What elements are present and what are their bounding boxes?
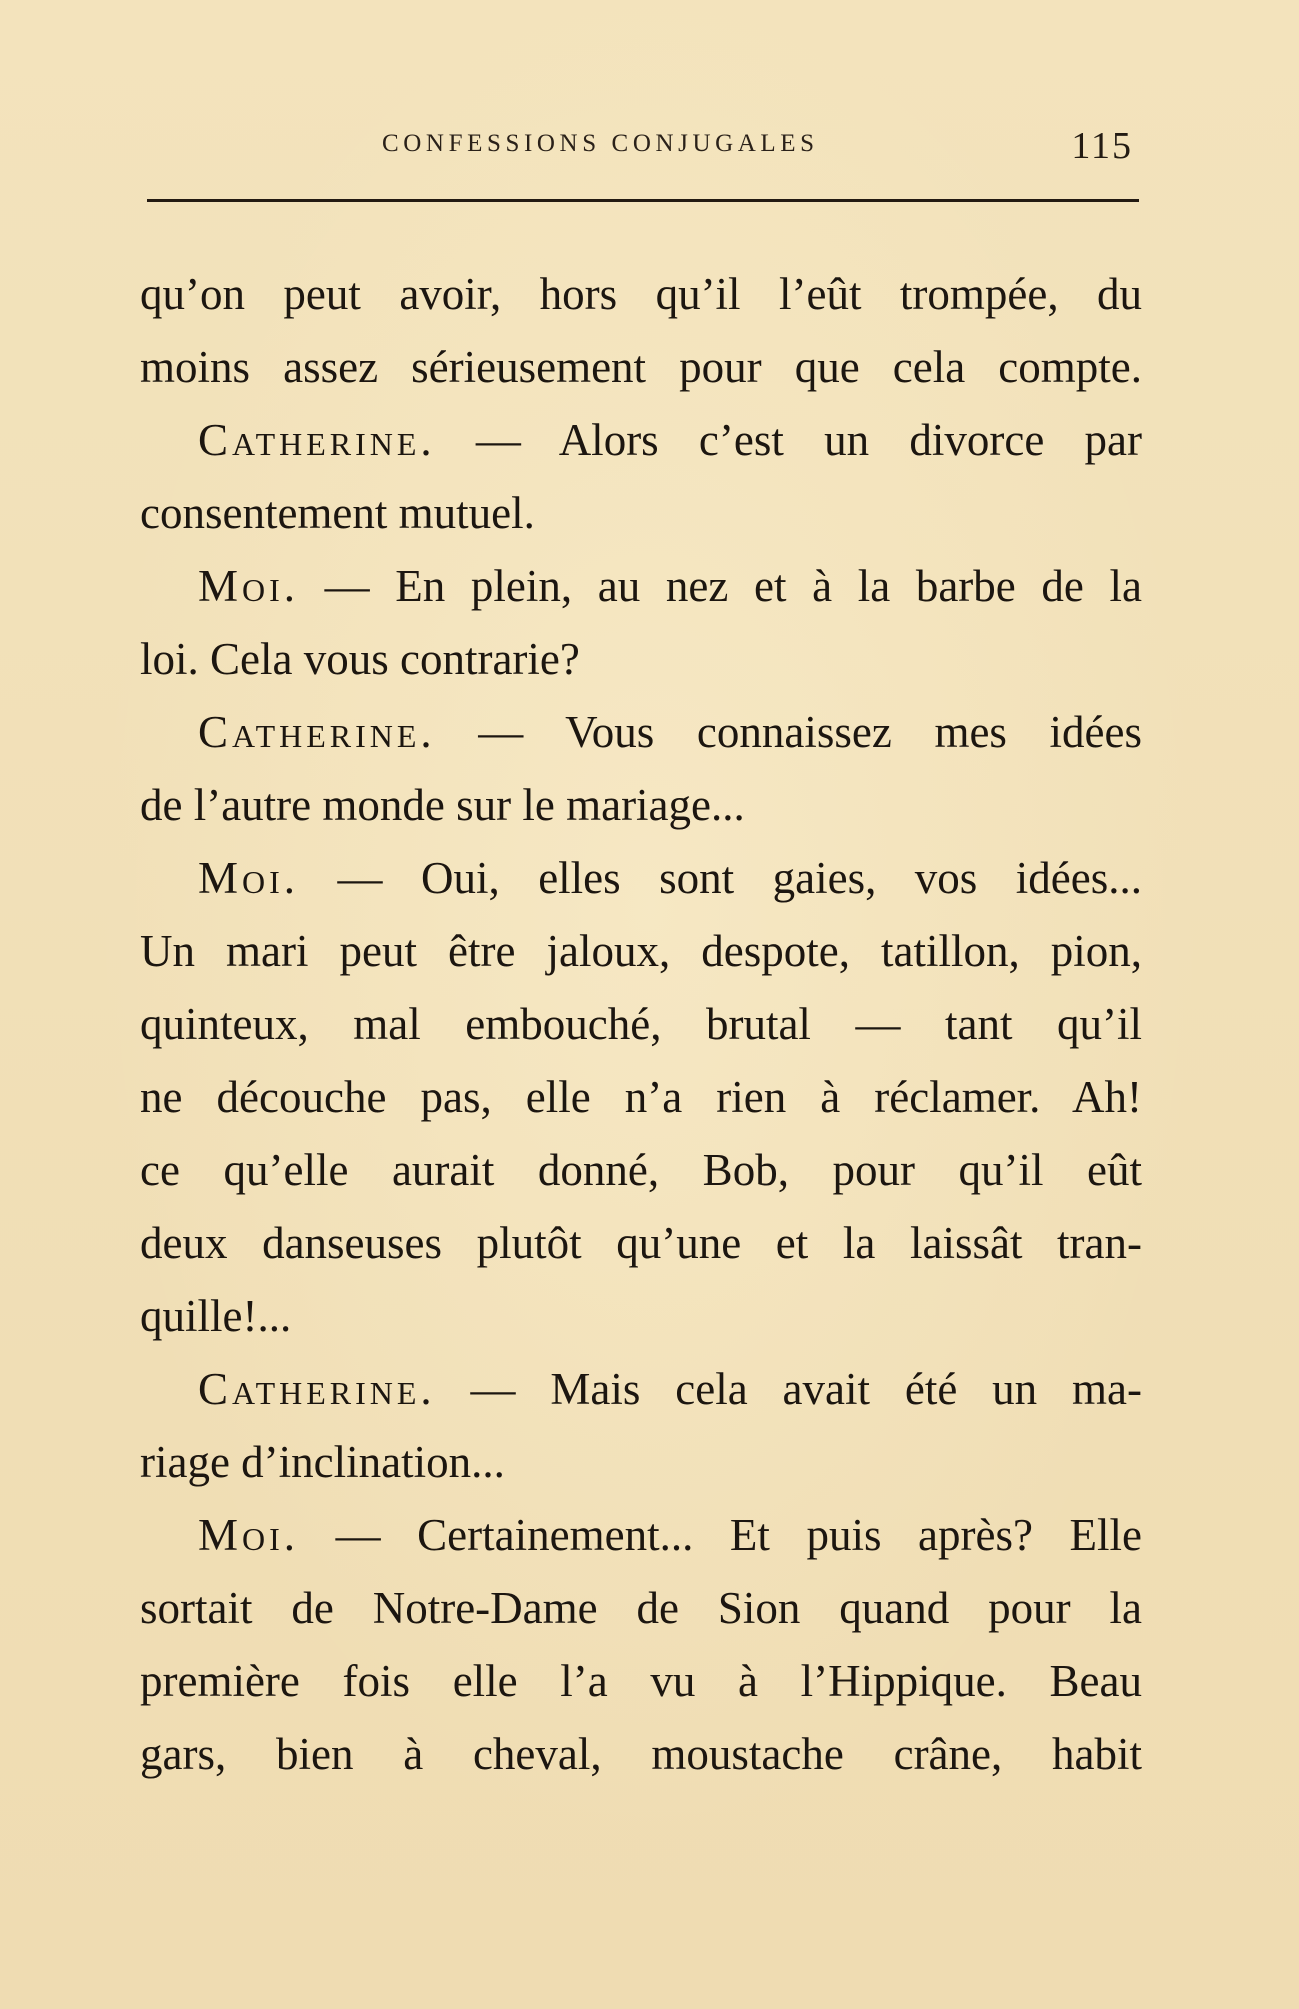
text-line: qu’on peut avoir, hors qu’il l’eût trompée, du <box>140 269 1142 319</box>
text-line: quille!... <box>140 1291 292 1341</box>
text-line: ne découche pas, elle n’a rien à réclamer. Ah! <box>140 1072 1142 1122</box>
speaker-name: Moi. <box>198 561 300 611</box>
text-line: moins assez sérieusement pour que cela compte. <box>140 342 1142 392</box>
dialogue-line: Catherine. — Mais cela avait été un ma- <box>198 1364 1142 1414</box>
speaker-name: Moi. <box>198 1510 300 1560</box>
text-line: sortait de Notre-Dame de Sion quand pour la <box>140 1583 1142 1633</box>
text-line: Un mari peut être jaloux, despote, tatillon, pion, <box>140 926 1142 976</box>
speaker-name: Catherine. <box>198 707 436 757</box>
text-line: ce qu’elle aurait donné, Bob, pour qu’il eût <box>140 1145 1142 1195</box>
dialogue-line: Catherine. — Vous connaissez mes idées <box>198 707 1142 757</box>
text-line: quinteux, mal embouché, brutal — tant qu’il <box>140 999 1142 1049</box>
speaker-name: Catherine. <box>198 1364 436 1414</box>
dialogue-line: Moi. — Oui, elles sont gaies, vos idées... <box>198 853 1142 903</box>
running-header <box>145 125 1141 168</box>
text-line: gars, bien à cheval, moustache crâne, habit <box>140 1729 1142 1779</box>
dialogue-line: Catherine. — Alors c’est un divorce par <box>198 415 1142 465</box>
text-line: première fois elle l’a vu à l’Hippique. Beau <box>140 1656 1142 1706</box>
header-rule <box>147 199 1139 202</box>
speaker-name: Catherine. <box>198 415 436 465</box>
text-line: de l’autre monde sur le mariage... <box>140 780 745 830</box>
speaker-name: Moi. <box>198 853 300 903</box>
text-line: consentement mutuel. <box>140 488 535 538</box>
body-text <box>140 258 1142 1791</box>
text-line: riage d’inclination... <box>140 1437 505 1487</box>
text-line: deux danseuses plutôt qu’une et la laissât tran- <box>140 1218 1142 1268</box>
text-line: loi. Cela vous contrarie? <box>140 634 580 684</box>
running-title: CONFESSIONS CONJUGALES <box>382 130 819 157</box>
dialogue-line: Moi. — Certainement... Et puis après? Elle <box>198 1510 1142 1560</box>
dialogue-line: Moi. — En plein, au nez et à la barbe de la <box>198 561 1142 611</box>
page-number: 115 <box>1071 125 1133 167</box>
